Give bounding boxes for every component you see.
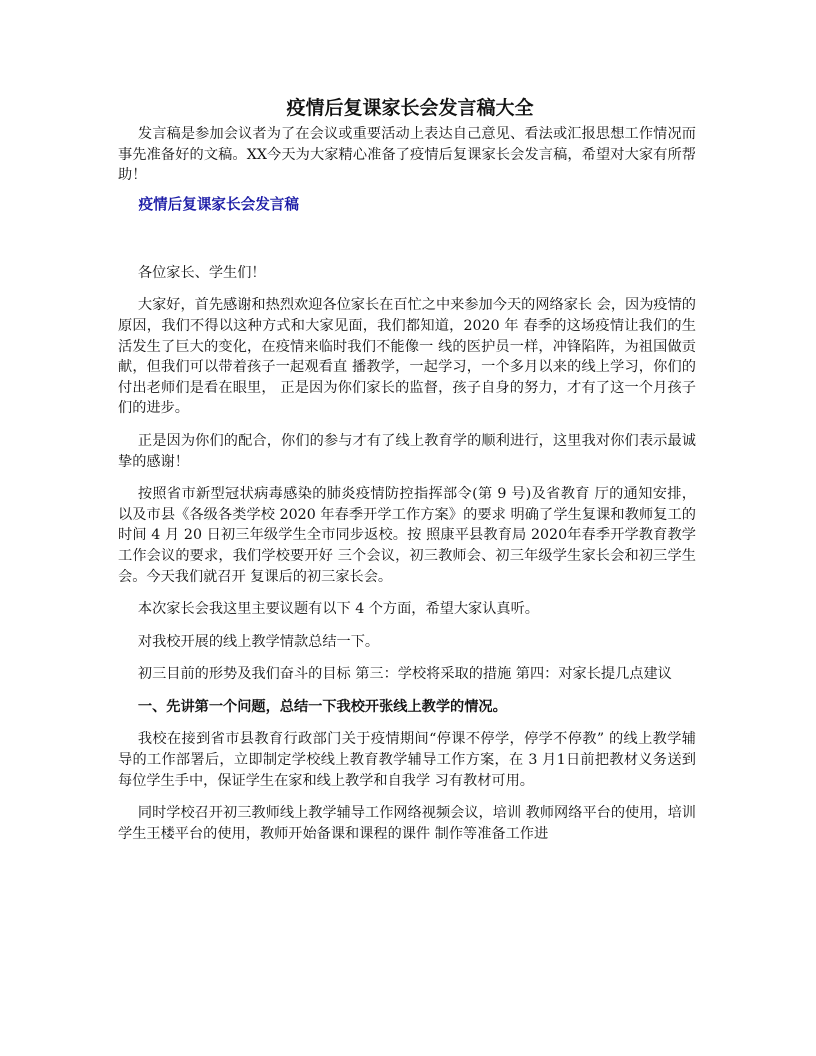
paragraph-arrangement: 按照省市新型冠状病毒感染的肺炎疫情防控指挥部令(第 9 号)及省教育 厅的通知安排，以及市县《各级各类学校 2020 年春季开学工作方案》的要求 明确了学生复课和教师复工的时间 4 月 20 日初三年级学生全市同步返校。按 照康平县教育局 2020年春季开学教育教学工作会议的要求，我们学校要开好 三个会议，初三教师会、初三年级学生家长会和初三学生会。今天我们就召开 复课后的初三家长会。 bbox=[118, 486, 696, 585]
paragraph-welcome: 大家好，首先感谢和热烈欢迎各位家长在百忙之中来参加今天的网络家长 会，因为疫情的原因，我们不得以这种方式和大家见面，我们都知道，2020 年 春季的这场疫情让我们的生活发生了巨大的变化，在疫情来临时我们不能像一 线的医护员一样，冲锋陷阵，为祖国做贡献，但我们可以带着孩子一起观看直 播教学，一起学习，一个多月以来的线上学习，你们的付出老师们是看在眼里， 正是因为你们家长的监督，孩子自身的努力，才有了这一个月孩子们的进步。 bbox=[118, 297, 696, 417]
greeting: 各位家长、学生们！ bbox=[137, 264, 266, 281]
paragraph-agenda-items: 初三目前的形势及我们奋斗的目标 第三：学校将采取的措施 第四：对家长提几点建议 bbox=[137, 666, 672, 683]
paragraph-online-teaching: 我校在接到省市县教育行政部门关于疫情期间“停课不停学，停学不停教” 的线上教学辅导的工作部署后，立即制定学校线上教育教学辅导工作方案，在 3 月1日前把教材义务送到每位学生手中，保证学生在家和线上教学和自我学 习有教材可用。 bbox=[118, 731, 696, 789]
paragraph-agenda-item-1: 对我校开展的线上教学情款总结一下。 bbox=[137, 633, 380, 650]
paragraph-agenda: 本次家长会我这里主要议题有以下 4 个方面，希望大家认真听。 bbox=[137, 601, 539, 618]
document-title: 疫情后复课家长会发言稿大全 bbox=[286, 97, 534, 119]
paragraph-teacher-training: 同时学校召开初三教师线上教学辅导工作网络视频会议，培训 教师网络平台的使用，培训学生王楼平台的使用，教师开始备课和课程的课件 制作等准备工作进 bbox=[118, 805, 696, 842]
paragraph-thanks: 正是因为你们的配合，你们的参与才有了线上教育学的顺利进行，这里我对你们表示最诚挚的感谢！ bbox=[118, 432, 696, 470]
document-page bbox=[118, 96, 696, 844]
intro-paragraph: 发言稿是参加会议者为了在会议或重要活动上表达自己意见、看法或汇报思想工作情况而事先准备好的文稿。XX今天为大家精心准备了疫情后复课家长会发言稿，希望对大家有所帮助！ bbox=[118, 126, 696, 184]
section-heading: 一、先讲第一个问题，总结一下我校开张线上教学的情况。 bbox=[137, 698, 507, 715]
speech-subtitle: 疫情后复课家长会发言稿 bbox=[138, 195, 299, 213]
